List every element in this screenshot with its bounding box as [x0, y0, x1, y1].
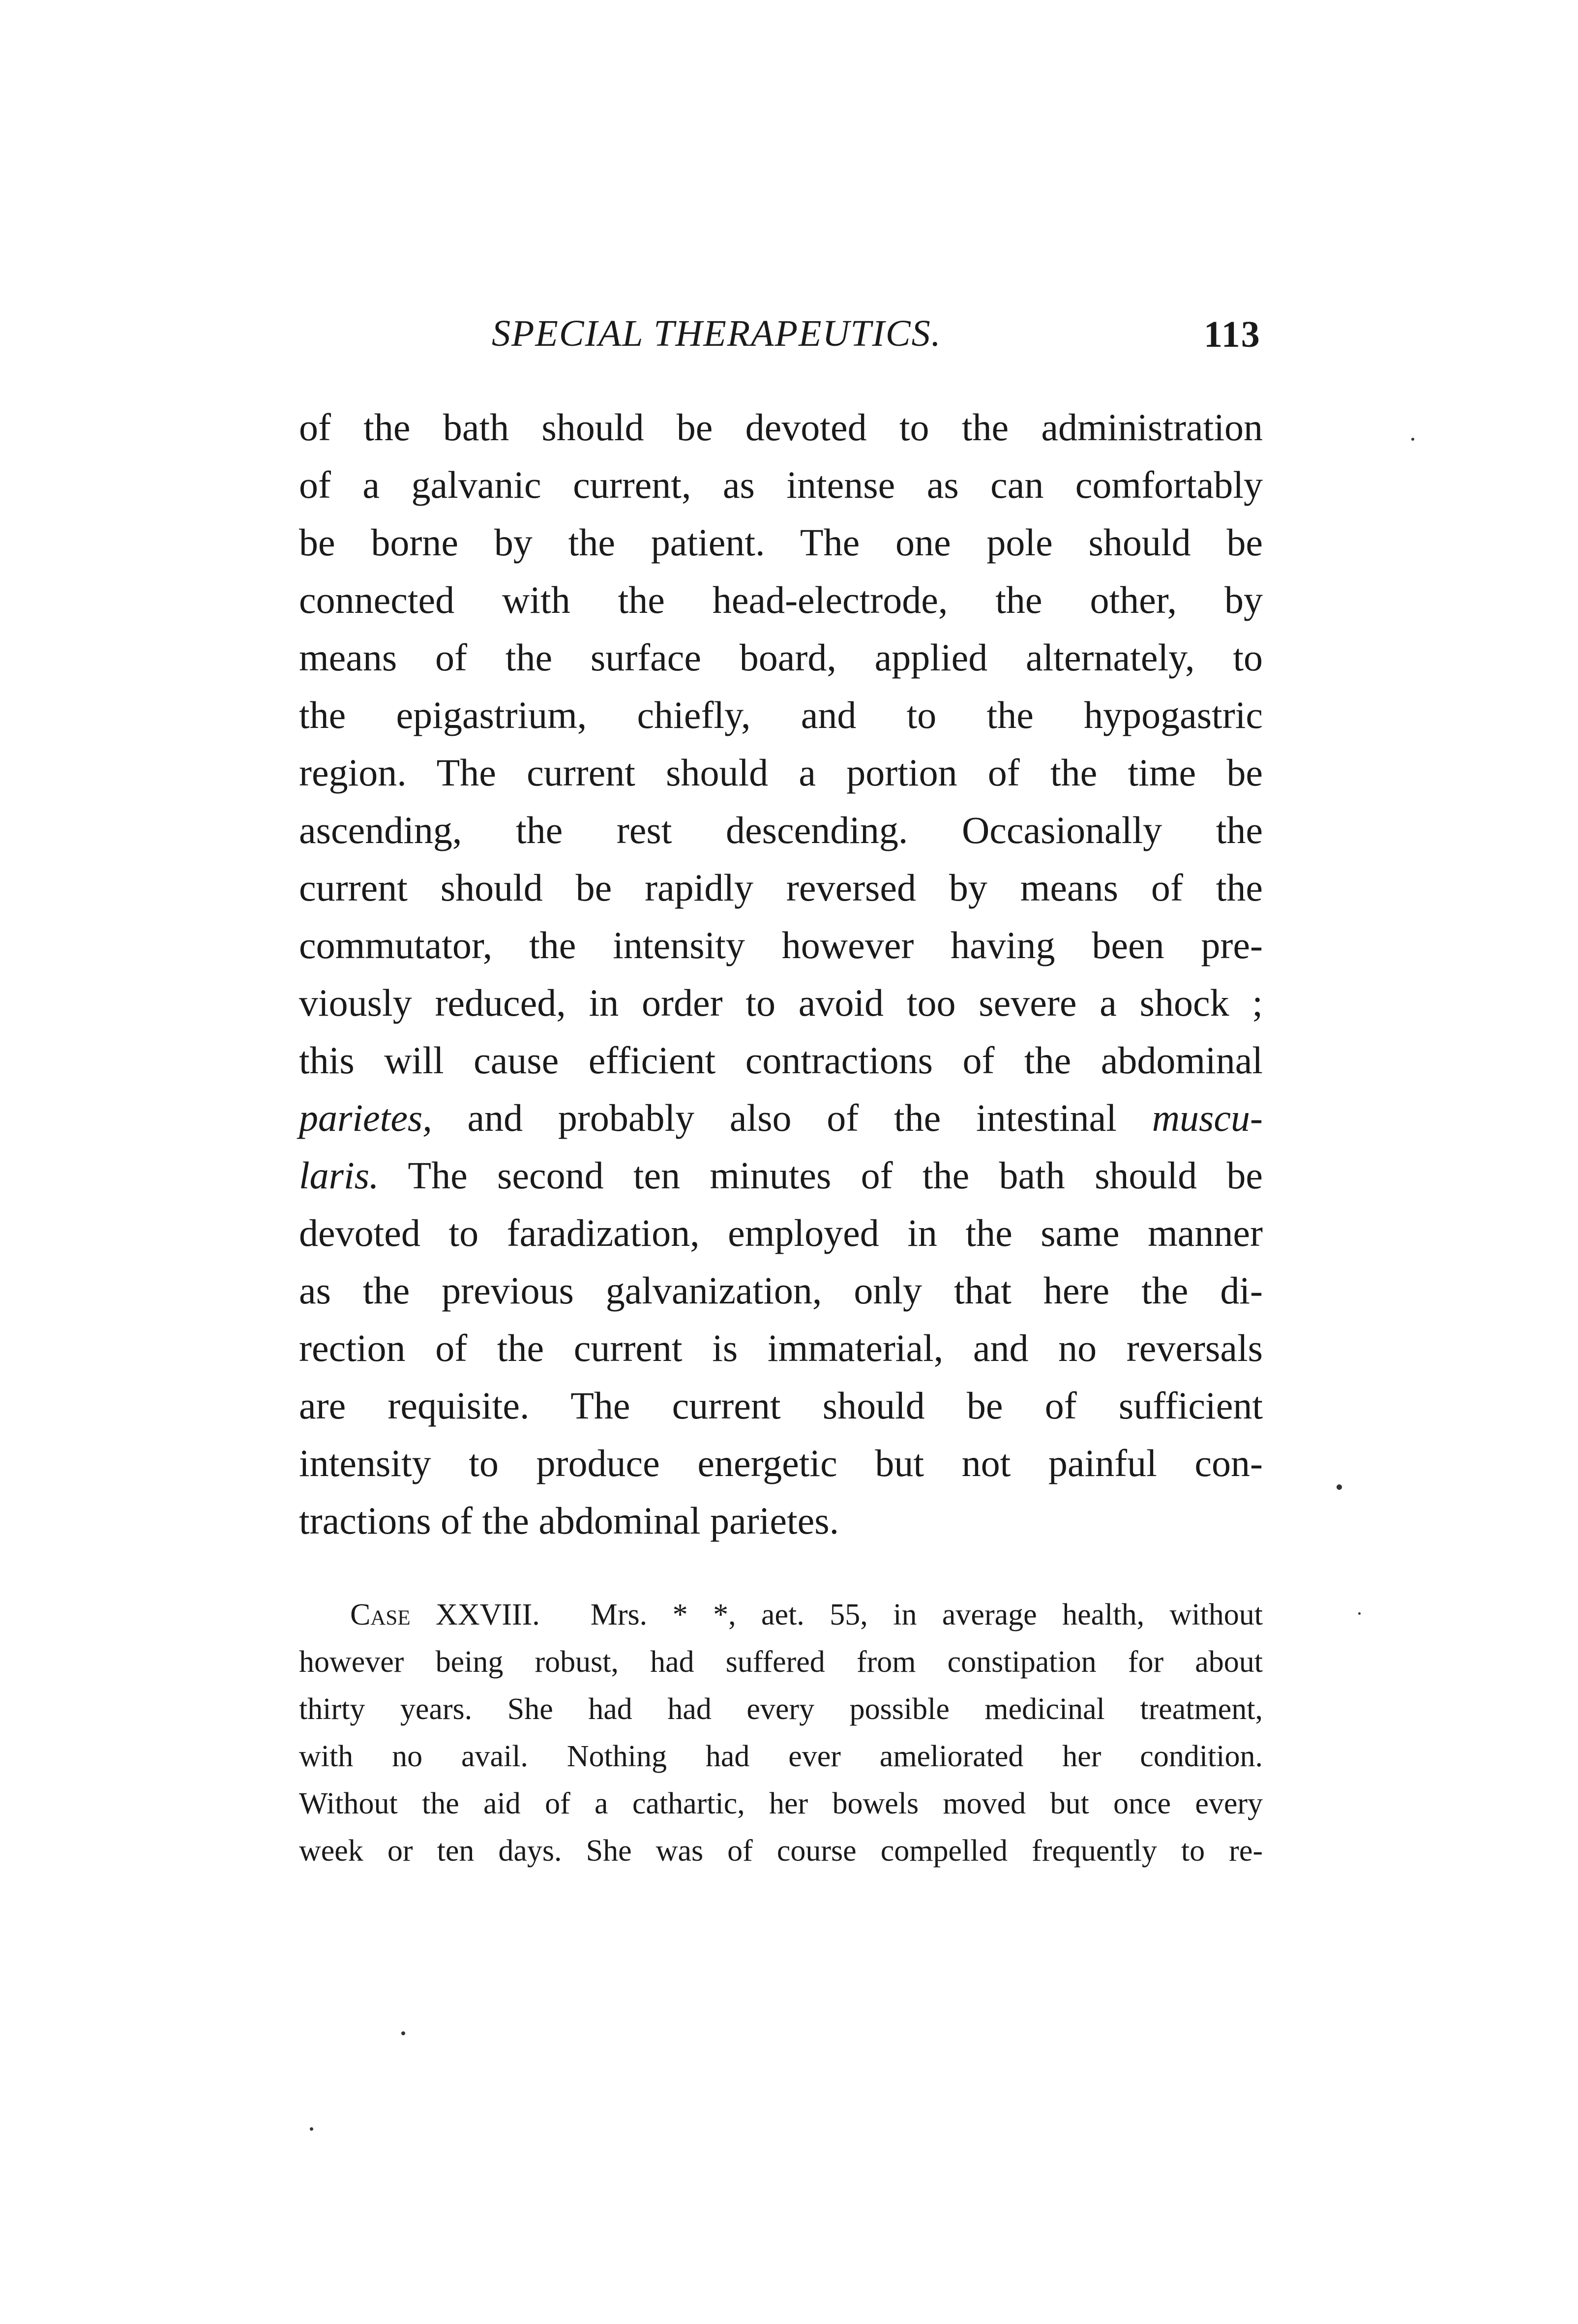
scan-speck [401, 2031, 405, 2035]
text-line: viously reduced, in order to avoid too severe a shock ; [299, 981, 1263, 1024]
text-line: commutator, the intensity however having been pre- [299, 924, 1263, 966]
running-head-title: SPECIAL THERAPEUTICS. [492, 313, 942, 354]
text-span: Mrs. * *, aet. 55, in average health, without [590, 1598, 1263, 1631]
page-number: 113 [1204, 314, 1261, 355]
case-line: week or ten days. She was of course compelled frequently to re- [299, 1834, 1263, 1868]
text-line: tractions of the abdominal parietes. [299, 1499, 839, 1542]
case-line: however being robust, had suffered from constipation for about [299, 1645, 1263, 1679]
case-report [299, 1591, 1263, 1874]
text-line: current should be rapidly reversed by means of the [299, 866, 1263, 909]
text-line: rection of the current is immaterial, and no reversals [299, 1327, 1263, 1369]
case-line [299, 1591, 1263, 1638]
text-line: region. The current should a portion of the time be [299, 751, 1263, 794]
text-line [299, 1147, 1263, 1204]
text-line: this will cause efficient contractions of the abdominal [299, 1039, 1263, 1082]
text-line: means of the surface board, applied alternately, to [299, 636, 1263, 679]
italic-term: muscu- [1152, 1096, 1263, 1139]
scan-speck [1358, 1612, 1361, 1615]
text-line: of a galvanic current, as intense as can comfortably [299, 463, 1263, 506]
text-line: connected with the head-electrode, the other, by [299, 578, 1263, 621]
text-line: be borne by the patient. The one pole should be [299, 521, 1263, 564]
text-line: ascending, the rest descending. Occasionally the [299, 809, 1263, 851]
italic-term: laris. [299, 1154, 379, 1197]
text-line: the epigastrium, chiefly, and to the hypogastric [299, 694, 1263, 736]
case-line: Without the aid of a cathartic, her bowels moved but once every [299, 1787, 1263, 1820]
text-line: devoted to faradization, employed in the same manner [299, 1211, 1263, 1254]
text-span: and probably also of the intestinal [432, 1096, 1152, 1139]
text-line: intensity to produce energetic but not painful con- [299, 1442, 1263, 1484]
italic-term: parietes, [299, 1096, 432, 1139]
scan-speck [1411, 438, 1414, 441]
case-label: Case XXVIII. [350, 1598, 540, 1631]
text-line: as the previous galvanization, only that here the di- [299, 1269, 1263, 1312]
main-paragraph [299, 398, 1263, 1549]
case-line: with no avail. Nothing had ever ameliorated her condition. [299, 1740, 1263, 1773]
case-line: thirty years. She had had every possible medicinal treatment, [299, 1692, 1263, 1726]
text-line: of the bath should be devoted to the administration [299, 406, 1263, 449]
scan-speck [1337, 1484, 1342, 1490]
text-line: are requisite. The current should be of sufficient [299, 1384, 1263, 1427]
scan-speck [310, 2127, 313, 2131]
text-line [299, 1089, 1263, 1147]
text-span: The second ten minutes of the bath should be [379, 1154, 1263, 1197]
